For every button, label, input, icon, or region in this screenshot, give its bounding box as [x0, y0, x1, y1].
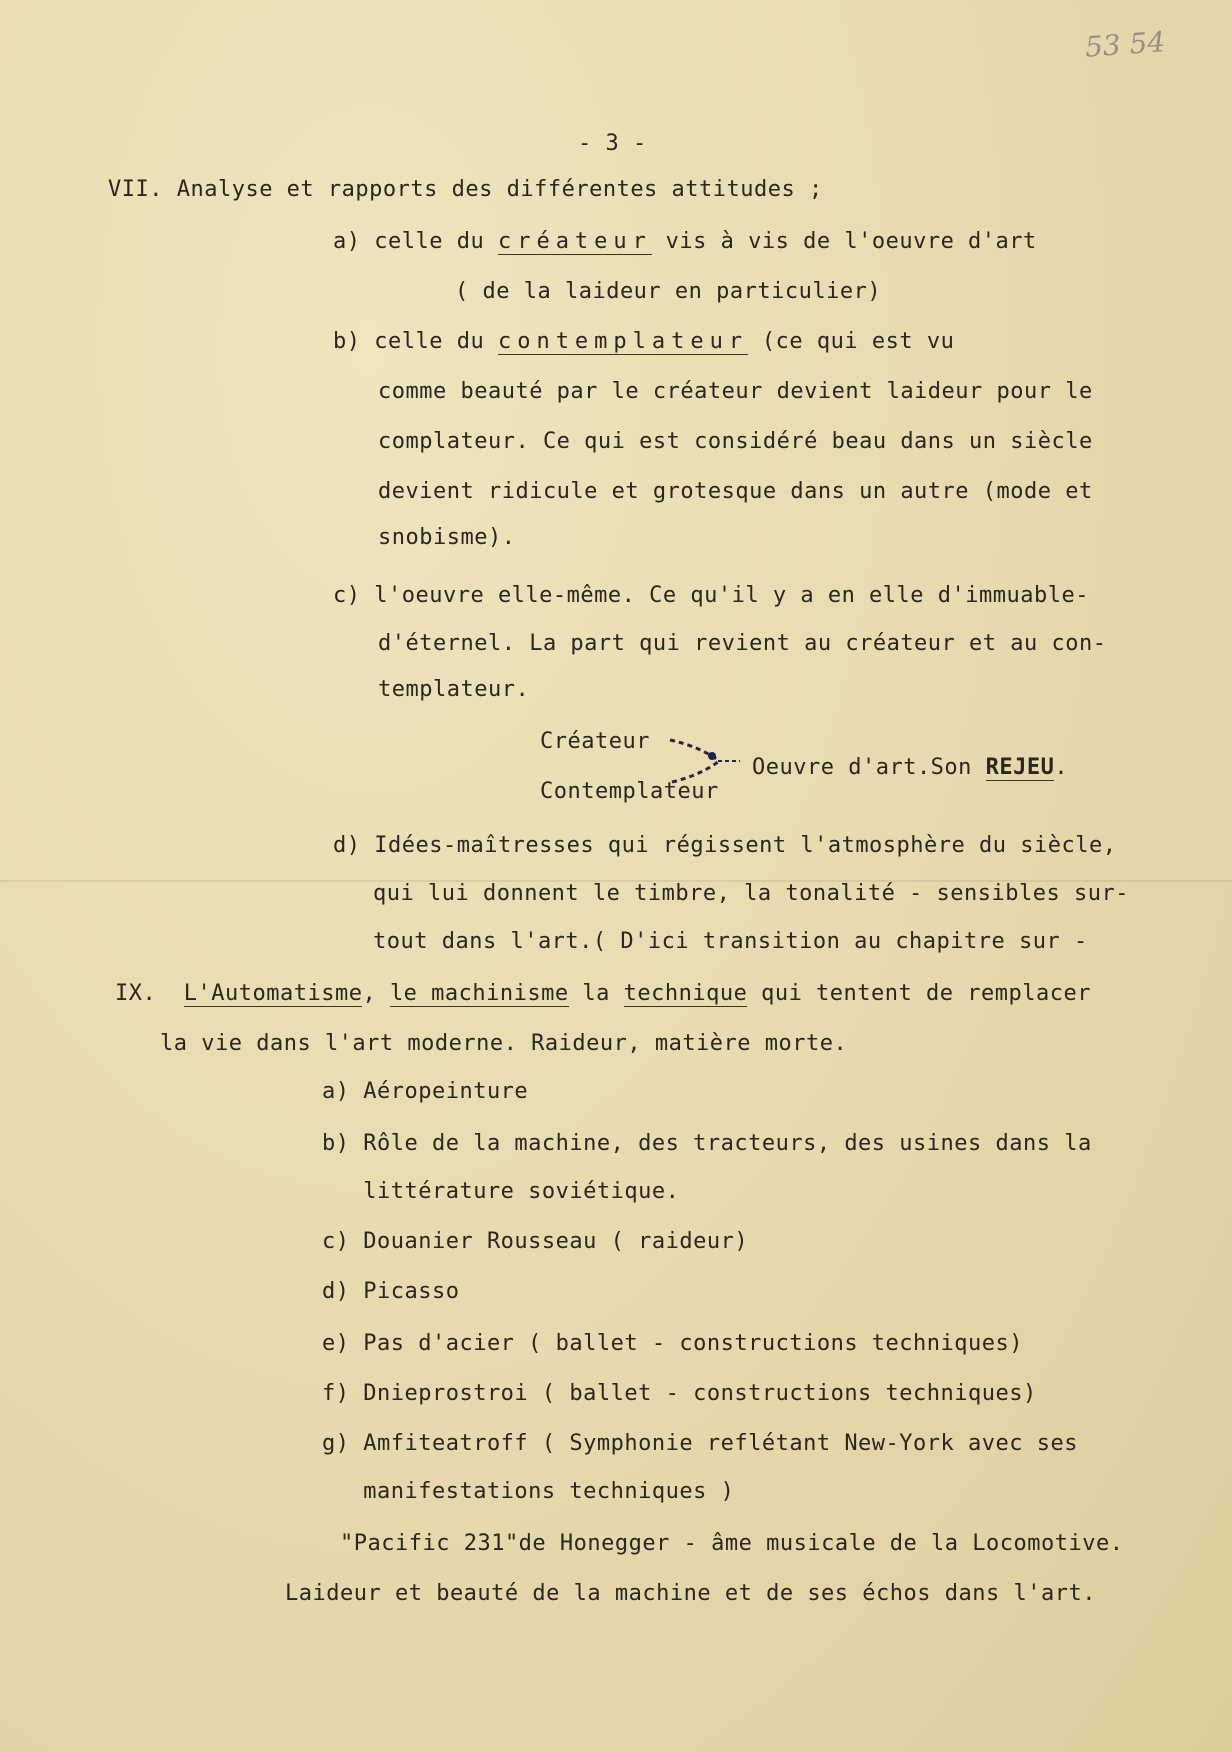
diagram-oeuvre-text: Oeuvre d'art.Son: [752, 755, 986, 780]
item-vii-d-line2: qui lui donnent le timbre, la tonalité - sensibles sur-: [373, 881, 1129, 906]
item-vii-b-line5: snobisme).: [378, 525, 516, 550]
ix-item-b-line2: littérature soviétique.: [322, 1179, 680, 1204]
section-vii-heading: VII. Analyse et rapports des différentes attitudes ;: [108, 177, 823, 202]
section-ix-heading: [115, 980, 1091, 1008]
pacific-line: "Pacific 231"de Honegger - âme musicale de la Locomotive.: [340, 1531, 1124, 1556]
ix-item-a: a) Aéropeinture: [322, 1079, 529, 1104]
item-vii-b-line4: devient ridicule et grotesque dans un autre (mode et: [378, 479, 1093, 504]
item-vii-d-line3: tout dans l'art.( D'ici transition au chapitre sur -: [373, 929, 1088, 954]
ix-item-c: c) Douanier Rousseau ( raideur): [322, 1229, 749, 1254]
ix-item-e: e) Pas d'acier ( ballet - constructions techniques): [322, 1331, 1024, 1356]
item-vii-b-line3: complateur. Ce qui est considéré beau dans un siècle: [378, 429, 1093, 454]
ix-item-g: g) Amfiteatroff ( Symphonie reflétant New-York avec ses: [322, 1431, 1078, 1456]
item-vii-b-prefix: b) celle du: [333, 329, 498, 354]
item-vii-a-line2: ( de la laideur en particulier): [455, 279, 882, 304]
margin-note: 53 54: [1083, 25, 1167, 64]
item-vii-a-suffix: vis à vis de l'oeuvre d'art: [651, 229, 1037, 254]
diagram-rejeu: REJEU: [985, 755, 1055, 780]
item-vii-a-emphasis: créateur: [497, 229, 652, 254]
ix-item-f: f) Dnieprostroi ( ballet - constructions techniques): [322, 1381, 1037, 1406]
item-vii-c-line2: d'éternel. La part qui revient au créateur et au con-: [378, 631, 1107, 656]
item-vii-b-line2: comme beauté par le créateur devient laideur pour le: [378, 379, 1093, 404]
section-ix-line2: la vie dans l'art moderne. Raideur, matière morte.: [160, 1031, 848, 1056]
item-vii-d-line1: d) Idées-maîtresses qui régissent l'atmosphère du siècle,: [333, 833, 1117, 858]
section-ix-mid: la: [568, 981, 624, 1006]
section-ix-machinisme: le machinisme: [389, 981, 569, 1006]
diagram-end: .: [1054, 755, 1069, 780]
diagram-createur: Créateur: [540, 729, 650, 754]
section-ix-automatisme: L'Automatisme: [183, 981, 363, 1006]
ix-item-g-line2: manifestations techniques ): [322, 1479, 735, 1504]
item-vii-a-prefix: a) celle du: [333, 229, 498, 254]
ix-item-b: b) Rôle de la machine, des tracteurs, des usines dans la: [322, 1131, 1092, 1156]
item-vii-b-suffix: (ce qui est vu: [748, 329, 955, 354]
page-number: - 3 -: [578, 131, 647, 156]
item-vii-c-line1: c) l'oeuvre elle-même. Ce qu'il y a en elle d'immuable-: [333, 583, 1089, 608]
diagram-oeuvre: [752, 754, 1068, 782]
section-ix-rest: qui tentent de remplacer: [747, 981, 1091, 1006]
section-ix-technique: technique: [623, 981, 748, 1006]
item-vii-c-line3: templateur.: [378, 677, 530, 702]
laideur-line: Laideur et beauté de la machine et de ses échos dans l'art.: [285, 1581, 1096, 1606]
ix-item-d: d) Picasso: [322, 1279, 460, 1304]
item-vii-b: [333, 328, 954, 356]
item-vii-a: [333, 228, 1037, 256]
item-vii-b-emphasis: contemplateur: [497, 329, 749, 354]
section-ix-comma: ,: [362, 981, 390, 1006]
section-ix-numeral: IX.: [115, 981, 157, 1006]
converging-arrows-icon: [668, 730, 744, 790]
diagram-contemplateur: Contemplateur: [540, 779, 719, 804]
